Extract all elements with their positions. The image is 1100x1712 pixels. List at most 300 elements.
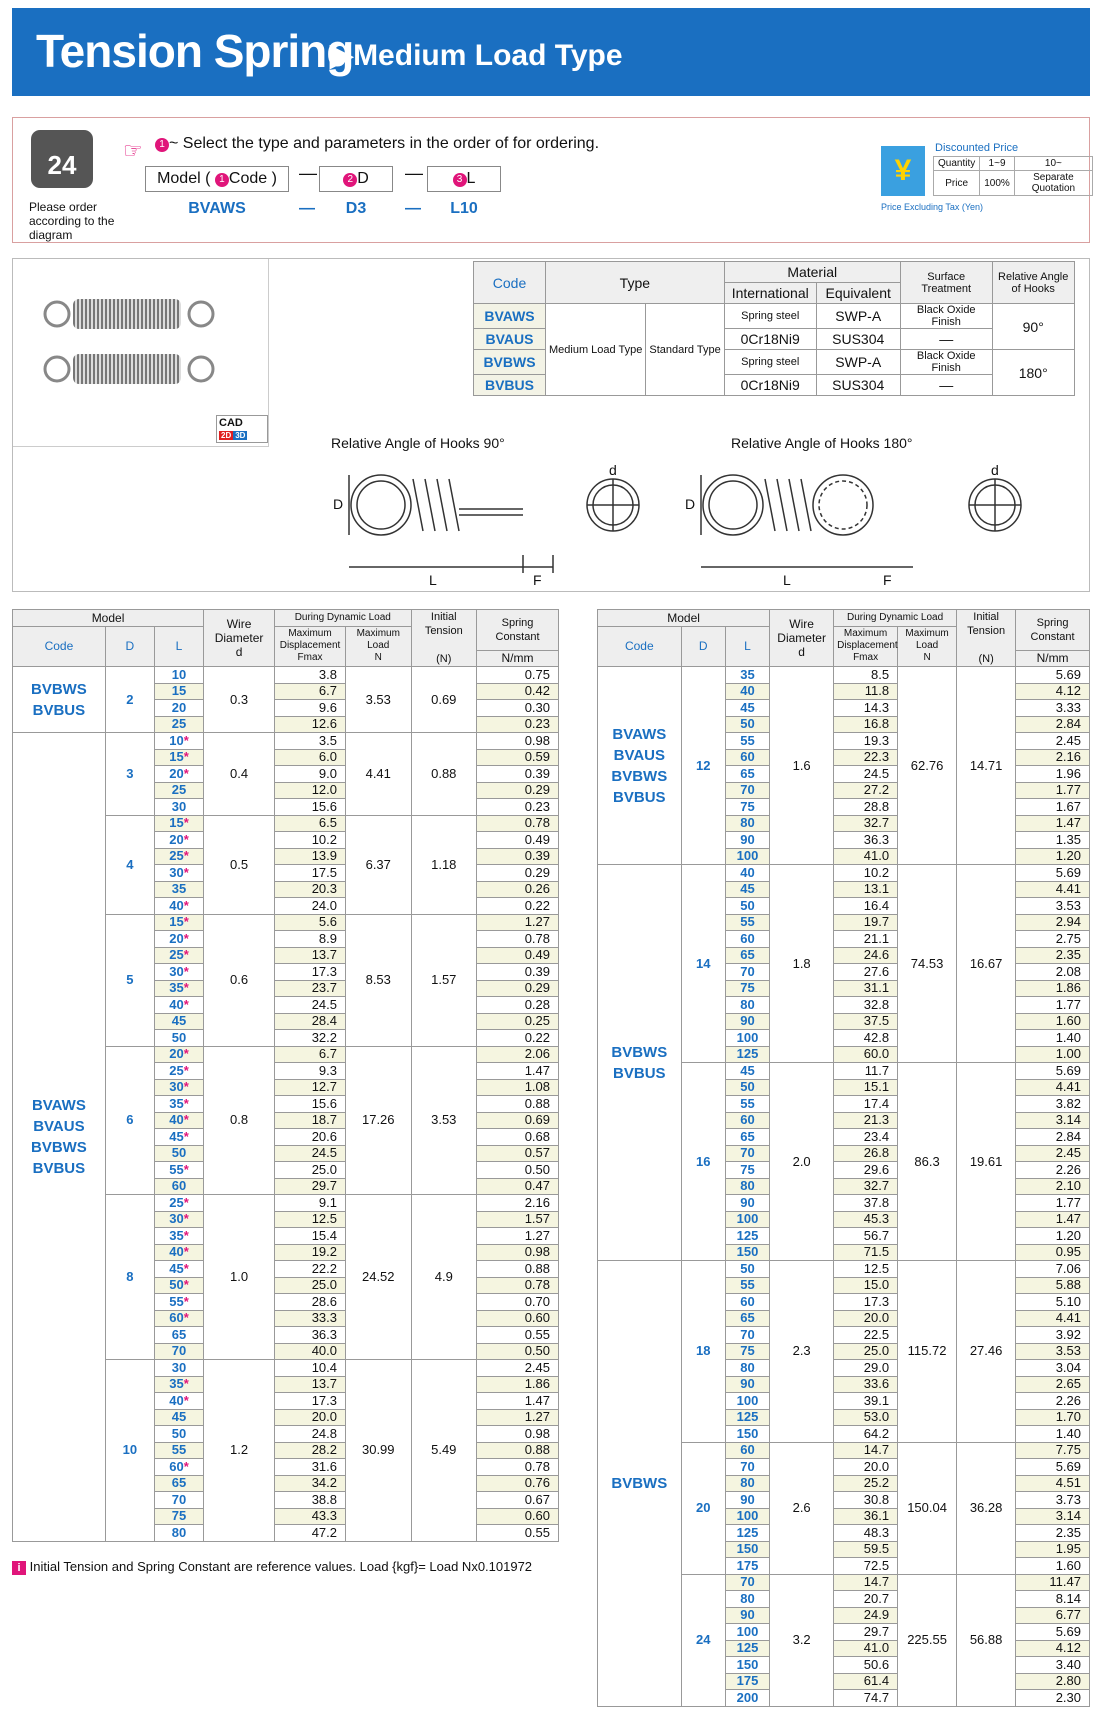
max-displacement: 3.5	[275, 733, 346, 750]
initial-tension: 1.18	[411, 815, 477, 914]
max-displacement: 33.3	[275, 1310, 346, 1327]
length-L: 50	[154, 1030, 203, 1047]
length-L: 45*	[154, 1129, 203, 1146]
initial-tension: 0.88	[411, 733, 477, 816]
length-L: 125	[725, 1228, 769, 1245]
length-L: 70	[725, 782, 769, 799]
spring-constant: 8.14	[1016, 1591, 1090, 1608]
diameter-D: 18	[681, 1261, 725, 1443]
max-displacement: 13.1	[834, 881, 898, 898]
max-displacement: 27.2	[834, 782, 898, 799]
max-displacement: 3.8	[275, 667, 346, 684]
spring-constant: 0.88	[477, 1442, 559, 1459]
spring-constant: 2.80	[1016, 1673, 1090, 1690]
max-displacement: 74.7	[834, 1690, 898, 1707]
spring-constant: 2.26	[1016, 1162, 1090, 1179]
info-icon: i	[12, 1561, 26, 1575]
length-L: 55	[725, 733, 769, 750]
max-displacement: 50.6	[834, 1657, 898, 1674]
max-displacement: 31.6	[275, 1459, 346, 1476]
max-displacement: 24.9	[834, 1607, 898, 1624]
drawing-90-title: Relative Angle of Hooks 90°	[331, 435, 505, 451]
spring-constant: 1.00	[1016, 1046, 1090, 1063]
length-L: 175	[725, 1558, 769, 1575]
spring-constant: 0.55	[477, 1327, 559, 1344]
wire-diameter: 0.8	[204, 1046, 275, 1195]
spring-constant: 1.57	[477, 1211, 559, 1228]
spring-constant: 1.60	[1016, 1558, 1090, 1575]
length-L: 55*	[154, 1162, 203, 1179]
length-L: 90	[725, 1492, 769, 1509]
diameter-D: 5	[105, 914, 154, 1046]
length-L: 80	[725, 815, 769, 832]
spring-constant: 2.16	[477, 1195, 559, 1212]
length-L: 25	[154, 782, 203, 799]
length-L: 10*	[154, 733, 203, 750]
length-L: 55	[725, 1277, 769, 1294]
max-displacement: 12.7	[275, 1079, 346, 1096]
spring-constant: 1.35	[1016, 832, 1090, 849]
spring-constant: 1.60	[1016, 1013, 1090, 1030]
max-displacement: 12.6	[275, 716, 346, 733]
max-displacement: 15.0	[834, 1277, 898, 1294]
diameter-D: 12	[681, 667, 725, 865]
initial-tension: 36.28	[957, 1442, 1016, 1574]
length-L: 80	[725, 1178, 769, 1195]
max-displacement: 27.6	[834, 964, 898, 981]
spring-constant: 2.30	[1016, 1690, 1090, 1707]
max-displacement: 33.6	[834, 1376, 898, 1393]
length-L: 25*	[154, 848, 203, 865]
price-footer: Price Excluding Tax (Yen)	[881, 202, 984, 212]
length-L: 40	[725, 683, 769, 700]
spring-constant: 1.86	[477, 1376, 559, 1393]
left-spec-table: Model Wire Diameter d During Dynamic Load Initial Tension (N) Spring Constant Code D L Maximum Displacement Fmax Maximum Load N N/mm BVBWS BVBUS 2 10 0.3 3.8 3.53 0.69 0.75 15 6.7 0.42 20 9.6 0.30 25 12.6 0.23 BVAWS BVAUS BVBWS BVBUS 3 10* 0.4 3.5 4.41 0.88 0.98 15* 6.0 0.59 20* 9.0 0.39 25 12.0 0.29 30 15.6 0.23 4 15* 0.5 6.5 6.37 1.18 0.78 20* 10.2 0.49 25* 13.9 0.39 30* 17.5 0.29 35 20.3 0.26 40* 24.0 0.22 5 15* 0.6 5.6 8.53 1.57 1.27 20* 8.9 0.78 25* 13.7 0.49 30* 17.3 0.39 35* 23.7 0.29 40* 24.5 0.28 45 28.4 0.25 50 32.2 0.22 6 20* 0.8 6.7 17.26 3.53 2.06 25* 9.3 1.47 30* 12.7 1.08 35* 15.6 0.88 40* 18.7 0.69 45* 20.6 0.68 50 24.5 0.57 55* 25.0 0.50 60 29.7 0.47 8 25* 1.0 9.1 24.52 4.9 2.16 30* 12.5 1.57 35* 15.4 1.27 40* 19.2 0.98 45* 22.2 0.88 50* 25.0 0.78 55* 28.6 0.70 60* 33.3 0.60 65 36.3 0.55 70 40.0 0.50 10 30 1.2 10.4 30.99 5.49 2.45 35* 13.7 1.86 40* 17.3 1.47 45 20.0 1.27 50 24.8 0.98 55 28.2 0.88 60* 31.6 0.78 65 34.2 0.76 70 38.8 0.67 75 43.3 0.60 80 47.2 0.55	[12, 609, 559, 1542]
max-displacement: 25.0	[275, 1162, 346, 1179]
max-displacement: 12.0	[275, 782, 346, 799]
spring-constant: 0.78	[477, 1459, 559, 1476]
length-L: 90	[725, 1013, 769, 1030]
length-L: 25*	[154, 947, 203, 964]
max-displacement: 43.3	[275, 1508, 346, 1525]
max-displacement: 59.5	[834, 1541, 898, 1558]
max-load: 24.52	[346, 1195, 412, 1360]
max-displacement: 40.0	[275, 1343, 346, 1360]
max-displacement: 41.0	[834, 1640, 898, 1657]
max-displacement: 24.5	[275, 1145, 346, 1162]
max-displacement: 13.9	[275, 848, 346, 865]
dim-F-right: F	[883, 572, 892, 588]
spring-constant: 0.78	[477, 1277, 559, 1294]
max-load: 30.99	[346, 1360, 412, 1542]
spring-constant: 0.98	[477, 733, 559, 750]
spring-constant: 0.22	[477, 1030, 559, 1047]
length-L: 45	[725, 881, 769, 898]
spring-drawings	[333, 455, 1073, 591]
dim-D-right: D	[685, 496, 696, 512]
cad-badge[interactable]: CAD 2D 3D	[216, 415, 268, 443]
spring-constant: 3.53	[1016, 1343, 1090, 1360]
length-L: 60*	[154, 1310, 203, 1327]
diameter-D: 4	[105, 815, 154, 914]
length-L: 70	[725, 1145, 769, 1162]
max-displacement: 42.8	[834, 1030, 898, 1047]
price-title: Discounted Price	[935, 142, 1019, 154]
length-L: 25*	[154, 1195, 203, 1212]
max-displacement: 5.6	[275, 914, 346, 931]
max-displacement: 29.6	[834, 1162, 898, 1179]
max-displacement: 61.4	[834, 1673, 898, 1690]
length-L: 40*	[154, 1112, 203, 1129]
length-L: 70	[154, 1343, 203, 1360]
spring-constant: 1.70	[1016, 1409, 1090, 1426]
spring-constant: 7.06	[1016, 1261, 1090, 1278]
wire-diameter: 1.0	[204, 1195, 275, 1360]
max-displacement: 6.7	[275, 1046, 346, 1063]
length-L: 20*	[154, 766, 203, 783]
order-guide: 24 Please order according to the diagram ☞ 1 ~ Select the type and parameters in the order of for ordering. Model ( 1 Code ) — 2 D — 3 L BVAWS — D3 — L10 ¥ Discounted Price Quantity 1~9 10~ Price 100% Separate Quotation Price Excluding Tax (Yen)	[12, 117, 1090, 243]
max-displacement: 15.6	[275, 799, 346, 816]
max-displacement: 25.2	[834, 1475, 898, 1492]
spring-constant: 2.08	[1016, 964, 1090, 981]
length-L: 65	[154, 1475, 203, 1492]
spring-constant: 0.98	[477, 1244, 559, 1261]
length-L: 90	[725, 832, 769, 849]
dim-F-left: F	[533, 572, 542, 588]
max-load: 4.41	[346, 733, 412, 816]
max-displacement: 32.8	[834, 997, 898, 1014]
length-L: 35*	[154, 1376, 203, 1393]
spring-constant: 4.12	[1016, 683, 1090, 700]
max-displacement: 32.2	[275, 1030, 346, 1047]
spring-constant: 2.65	[1016, 1376, 1090, 1393]
spring-constant: 2.06	[477, 1046, 559, 1063]
length-L: 45*	[154, 1261, 203, 1278]
length-L: 15*	[154, 914, 203, 931]
table-row	[13, 667, 559, 684]
length-L: 60	[725, 1112, 769, 1129]
max-displacement: 10.2	[275, 832, 346, 849]
spring-constant: 5.69	[1016, 865, 1090, 882]
spring-constant: 5.69	[1016, 1624, 1090, 1641]
length-L: 40*	[154, 898, 203, 915]
example-d: D3	[345, 200, 367, 217]
wire-diameter: 1.6	[770, 667, 834, 865]
spring-constant: 3.73	[1016, 1492, 1090, 1509]
max-displacement: 28.6	[275, 1294, 346, 1311]
spring-constant: 0.55	[477, 1525, 559, 1542]
length-L: 150	[725, 1541, 769, 1558]
wire-diameter: 1.2	[204, 1360, 275, 1542]
spring-constant: 0.49	[477, 832, 559, 849]
spring-constant: 0.67	[477, 1492, 559, 1509]
max-displacement: 30.8	[834, 1492, 898, 1509]
initial-tension: 14.71	[957, 667, 1016, 865]
table-row	[598, 667, 1090, 684]
length-L: 50	[154, 1426, 203, 1443]
max-displacement: 9.0	[275, 766, 346, 783]
max-displacement: 56.7	[834, 1228, 898, 1245]
spring-constant: 1.40	[1016, 1426, 1090, 1443]
price-table: Quantity 1~9 10~ Price 100% Separate Quotation	[933, 156, 1093, 196]
length-L: 40*	[154, 1393, 203, 1410]
initial-tension: 1.57	[411, 914, 477, 1046]
length-L: 65	[725, 1310, 769, 1327]
max-displacement: 14.7	[834, 1574, 898, 1591]
spring-constant: 1.96	[1016, 766, 1090, 783]
initial-tension: 19.61	[957, 1063, 1016, 1261]
spring-constant: 1.47	[1016, 1211, 1090, 1228]
max-displacement: 36.3	[834, 832, 898, 849]
spring-constant: 0.22	[477, 898, 559, 915]
spring-constant: 0.57	[477, 1145, 559, 1162]
spring-constant: 5.88	[1016, 1277, 1090, 1294]
spring-constant: 1.77	[1016, 997, 1090, 1014]
yen-icon: ¥	[881, 146, 925, 196]
spring-constant: 6.77	[1016, 1607, 1090, 1624]
length-L: 45	[154, 1409, 203, 1426]
max-displacement: 6.5	[275, 815, 346, 832]
spring-constant: 1.95	[1016, 1541, 1090, 1558]
length-L: 50	[154, 1145, 203, 1162]
length-L: 45	[725, 700, 769, 717]
spring-constant: 5.69	[1016, 667, 1090, 684]
wire-diameter: 0.5	[204, 815, 275, 914]
spring-constant: 2.84	[1016, 1129, 1090, 1146]
spring-constant: 0.95	[1016, 1244, 1090, 1261]
order-instruction: 1 ~ Select the type and parameters in the order of for ordering.	[155, 135, 599, 153]
max-displacement: 17.5	[275, 865, 346, 882]
max-displacement: 17.3	[275, 964, 346, 981]
length-L: 65	[725, 766, 769, 783]
length-L: 125	[725, 1640, 769, 1657]
length-L: 60	[725, 1294, 769, 1311]
max-displacement: 37.5	[834, 1013, 898, 1030]
max-displacement: 26.8	[834, 1145, 898, 1162]
spring-constant: 3.40	[1016, 1657, 1090, 1674]
spring-constant: 2.45	[1016, 1145, 1090, 1162]
max-displacement: 34.2	[275, 1475, 346, 1492]
length-L: 40	[725, 865, 769, 882]
spring-constant: 0.60	[477, 1310, 559, 1327]
length-L: 50	[725, 1261, 769, 1278]
length-L: 75	[725, 799, 769, 816]
spring-constant: 3.92	[1016, 1327, 1090, 1344]
max-load: 17.26	[346, 1046, 412, 1195]
length-L: 80	[725, 1360, 769, 1377]
initial-tension: 4.9	[411, 1195, 477, 1360]
spring-constant: 4.41	[1016, 1310, 1090, 1327]
spring-constant: 0.42	[477, 683, 559, 700]
table-row	[598, 1261, 1090, 1278]
spring-constant: 0.60	[477, 1508, 559, 1525]
max-displacement: 20.7	[834, 1591, 898, 1608]
max-displacement: 11.8	[834, 683, 898, 700]
length-L: 80	[154, 1525, 203, 1542]
length-L: 20*	[154, 931, 203, 948]
max-displacement: 14.3	[834, 700, 898, 717]
spring-constant: 0.50	[477, 1343, 559, 1360]
max-displacement: 24.8	[275, 1426, 346, 1443]
max-displacement: 29.0	[834, 1360, 898, 1377]
length-L: 45	[725, 1063, 769, 1080]
wire-diameter: 1.8	[770, 865, 834, 1063]
max-load: 74.53	[898, 865, 957, 1063]
length-L: 15*	[154, 815, 203, 832]
spring-constant: 0.29	[477, 782, 559, 799]
max-displacement: 20.0	[834, 1459, 898, 1476]
max-displacement: 19.2	[275, 1244, 346, 1261]
wire-diameter: 0.3	[204, 667, 275, 733]
length-L: 45	[154, 1013, 203, 1030]
diameter-D: 3	[105, 733, 154, 816]
max-displacement: 20.0	[834, 1310, 898, 1327]
max-displacement: 29.7	[834, 1624, 898, 1641]
length-L: 150	[725, 1244, 769, 1261]
max-displacement: 12.5	[275, 1211, 346, 1228]
product-photo	[13, 259, 269, 447]
example-code: BVAWS	[188, 200, 246, 217]
diameter-D: 2	[105, 667, 154, 733]
max-displacement: 22.5	[834, 1327, 898, 1344]
max-load: 6.37	[346, 815, 412, 914]
max-displacement: 11.7	[834, 1063, 898, 1080]
spring-constant: 0.39	[477, 766, 559, 783]
page-subtitle: ▶Medium Load Type	[330, 39, 623, 72]
length-L: 200	[725, 1690, 769, 1707]
length-L: 40*	[154, 997, 203, 1014]
table-row	[598, 865, 1090, 882]
length-L: 65	[725, 947, 769, 964]
max-displacement: 18.7	[275, 1112, 346, 1129]
max-displacement: 17.3	[834, 1294, 898, 1311]
length-L: 60	[725, 749, 769, 766]
series-codes: BVBWS BVBUS	[598, 865, 682, 1261]
length-L: 35*	[154, 980, 203, 997]
length-L: 70	[725, 1459, 769, 1476]
max-displacement: 24.5	[275, 997, 346, 1014]
max-load: 8.53	[346, 914, 412, 1046]
spring-constant: 1.77	[1016, 1195, 1090, 1212]
max-displacement: 8.9	[275, 931, 346, 948]
pointing-hand-icon: ☞	[123, 138, 143, 163]
spring-constant: 2.75	[1016, 931, 1090, 948]
length-L: 90	[725, 1607, 769, 1624]
spring-constant: 0.76	[477, 1475, 559, 1492]
spring-constant: 4.41	[1016, 881, 1090, 898]
initial-tension: 27.46	[957, 1261, 1016, 1443]
max-displacement: 72.5	[834, 1558, 898, 1575]
max-displacement: 38.8	[275, 1492, 346, 1509]
spring-constant: 2.94	[1016, 914, 1090, 931]
spring-constant: 0.29	[477, 980, 559, 997]
spring-constant: 0.25	[477, 1013, 559, 1030]
length-L: 10	[154, 667, 203, 684]
spring-constant: 0.78	[477, 815, 559, 832]
max-displacement: 25.0	[275, 1277, 346, 1294]
max-load: 86.3	[898, 1063, 957, 1261]
length-L: 30*	[154, 865, 203, 882]
series-codes: BVAWS BVAUS BVBWS BVBUS	[598, 667, 682, 865]
max-displacement: 20.6	[275, 1129, 346, 1146]
length-L: 30*	[154, 964, 203, 981]
initial-tension: 0.69	[411, 667, 477, 733]
series-codes: BVBWS BVBUS	[13, 667, 106, 733]
max-displacement: 28.2	[275, 1442, 346, 1459]
spring-constant: 1.47	[1016, 815, 1090, 832]
length-L: 55*	[154, 1294, 203, 1311]
length-L: 70	[725, 1327, 769, 1344]
dim-d-right: d	[991, 462, 999, 478]
length-L: 65	[725, 1129, 769, 1146]
length-L: 30*	[154, 1079, 203, 1096]
spring-constant: 0.68	[477, 1129, 559, 1146]
max-displacement: 20.3	[275, 881, 346, 898]
spring-constant: 1.86	[1016, 980, 1090, 997]
length-L: 30	[154, 799, 203, 816]
spring-constant: 3.33	[1016, 700, 1090, 717]
spring-constant: 0.78	[477, 931, 559, 948]
spring-constant: 1.20	[1016, 848, 1090, 865]
spring-constant: 1.20	[1016, 1228, 1090, 1245]
length-L: 35*	[154, 1228, 203, 1245]
series-codes: BVAWS BVAUS BVBWS BVBUS	[13, 733, 106, 1542]
max-displacement: 6.0	[275, 749, 346, 766]
length-L: 80	[725, 997, 769, 1014]
spring-constant: 1.77	[1016, 782, 1090, 799]
l-box: 3 L	[427, 166, 501, 192]
max-displacement: 29.7	[275, 1178, 346, 1195]
length-L: 75	[725, 1343, 769, 1360]
length-L: 15	[154, 683, 203, 700]
max-displacement: 21.1	[834, 931, 898, 948]
spec-section	[12, 258, 1090, 592]
length-L: 55	[725, 914, 769, 931]
max-displacement: 22.3	[834, 749, 898, 766]
length-L: 50	[725, 716, 769, 733]
right-spec-table: Model Wire Diameter d During Dynamic Load Initial Tension (N) Spring Constant Code D L Maximum Displacement Fmax Maximum Load N N/mm BVAWS BVAUS BVBWS BVBUS 12 35 1.6 8.5 62.76 14.71 5.69 40 11.8 4.12 45 14.3 3.33 50 16.8 2.84 55 19.3 2.45 60 22.3 2.16 65 24.5 1.96 70 27.2 1.77 75 28.8 1.67 80 32.7 1.47 90 36.3 1.35 100 41.0 1.20 BVBWS BVBUS 14 40 1.8 10.2 74.53 16.67 5.69 45 13.1 4.41 50 16.4 3.53 55 19.7 2.94 60 21.1 2.75 65 24.6 2.35 70 27.6 2.08 75 31.1 1.86 80 32.8 1.77 90 37.5 1.60 100 42.8 1.40 125 60.0 1.00 16 45 2.0 11.7 86.3 19.61 5.69 50 15.1 4.41 55 17.4 3.82 60 21.3 3.14 65 23.4 2.84 70 26.8 2.45 75 29.6 2.26 80 32.7 2.10 90 37.8 1.77 100 45.3 1.47 125 56.7 1.20 150 71.5 0.95 BVBWS 18 50 2.3 12.5 115.72 27.46 7.06 55 15.0 5.88 60 17.3 5.10 65 20.0 4.41 70 22.5 3.92 75 25.0 3.53 80 29.0 3.04 90 33.6 2.65 100 39.1 2.26 125 53.0 1.70 150 64.2 1.40 20 60 2.6 14.7 150.04 36.28 7.75 70 20.0 5.69 80 25.2 4.51 90 30.8 3.73 100 36.1 3.14 125 48.3 2.35 150 59.5 1.95 175 72.5 1.60 24 70 3.2 14.7 225.55 56.88 11.47 80 20.7 8.14 90 24.9 6.77 100 29.7 5.69 125 41.0 4.12 150 50.6 3.40 175 61.4 2.80 200 74.7 2.30	[597, 609, 1090, 1707]
length-L: 20*	[154, 832, 203, 849]
spring-constant: 2.35	[1016, 947, 1090, 964]
spring-constant: 2.26	[1016, 1393, 1090, 1410]
title-banner	[12, 8, 1090, 96]
max-displacement: 28.4	[275, 1013, 346, 1030]
spring-constant: 4.41	[1016, 1079, 1090, 1096]
spring-constant: 2.16	[1016, 749, 1090, 766]
wire-diameter: 2.3	[770, 1261, 834, 1443]
max-displacement: 9.1	[275, 1195, 346, 1212]
spring-constant: 11.47	[1016, 1574, 1090, 1591]
max-displacement: 71.5	[834, 1244, 898, 1261]
length-L: 60*	[154, 1459, 203, 1476]
model-box: Model ( 1 Code )	[145, 166, 289, 192]
spring-constant: 3.14	[1016, 1508, 1090, 1525]
max-displacement: 28.8	[834, 799, 898, 816]
max-displacement: 12.5	[834, 1261, 898, 1278]
length-L: 70	[725, 1574, 769, 1591]
diameter-D: 14	[681, 865, 725, 1063]
max-load: 225.55	[898, 1574, 957, 1706]
max-displacement: 15.6	[275, 1096, 346, 1113]
max-displacement: 22.2	[275, 1261, 346, 1278]
spring-constant: 0.39	[477, 848, 559, 865]
spring-constant: 0.88	[477, 1261, 559, 1278]
max-displacement: 23.7	[275, 980, 346, 997]
spring-constant: 0.23	[477, 799, 559, 816]
spring-constant: 4.51	[1016, 1475, 1090, 1492]
length-L: 100	[725, 848, 769, 865]
length-L: 75	[725, 1162, 769, 1179]
